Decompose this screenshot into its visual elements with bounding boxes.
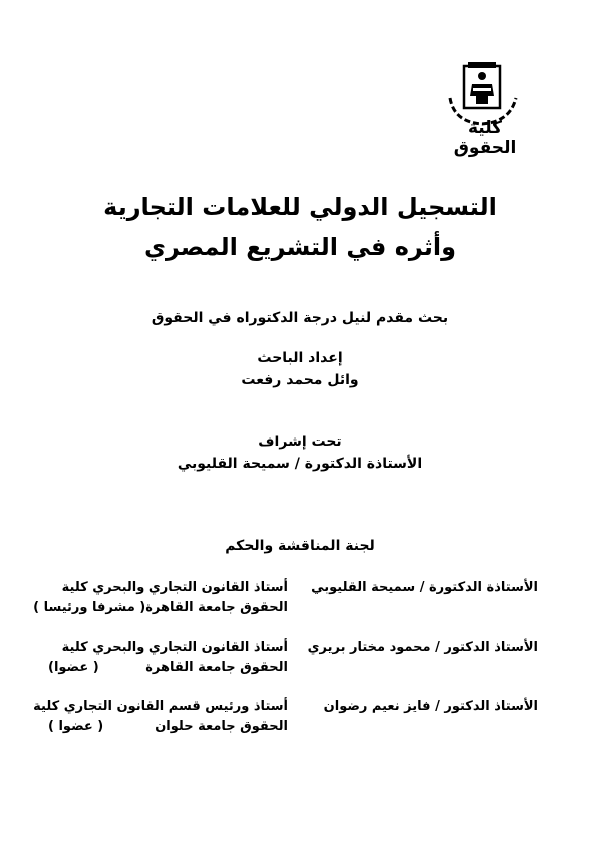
supervision-label: تحت إشراف [258, 434, 342, 450]
committee-member-affiliation: الحقوق جامعة حلوان [155, 719, 288, 734]
committee-member-role: ( عضوا) [48, 660, 99, 675]
committee-member-affiliation-row [33, 600, 288, 615]
committee-member-title: أستاذ القانون التجاري والبحري كلية [61, 580, 288, 595]
committee-member-title: أستاذ ورئيس قسم القانون التجاري كلية [33, 699, 288, 714]
author-label: إعداد الباحث [257, 350, 343, 366]
committee-member-title: أستاذ القانون التجاري والبحري كلية [61, 640, 288, 655]
thesis-title-line2: وأثره في التشريع المصري [143, 233, 456, 261]
author-name: وائل محمد رفعت [241, 372, 359, 388]
committee-member-role: ( مشرفا ورئيسا ) [33, 600, 146, 615]
committee-member-affiliation-row [48, 660, 288, 675]
faculty-name: كلية الحقوق [453, 118, 517, 158]
committee-heading: لجنة المناقشة والحكم [225, 538, 375, 554]
committee-member-role: ( عضوا ) [48, 719, 104, 734]
thesis-title-line1: التسجيل الدولي للعلامات التجارية [103, 193, 497, 221]
committee-member-affiliation: الحقوق جامعة القاهرة [145, 600, 288, 615]
committee-member-name: الأستاذة الدكتورة / سميحة القليوبي [311, 580, 538, 595]
committee-member-name: الأستاذ الدكتور / فايز نعيم رضوان [323, 699, 538, 714]
committee-member-affiliation: الحقوق جامعة القاهرة [145, 660, 288, 675]
degree-statement: بحث مقدم لنيل درجة الدكتوراه في الحقوق [151, 310, 449, 326]
committee-member-affiliation-row [48, 719, 288, 734]
committee-member-name: الأستاذ الدكتور / محمود مختار بريري [307, 640, 538, 655]
supervisor-name: الأستاذة الدكتورة / سميحة القليوبي [177, 456, 423, 472]
